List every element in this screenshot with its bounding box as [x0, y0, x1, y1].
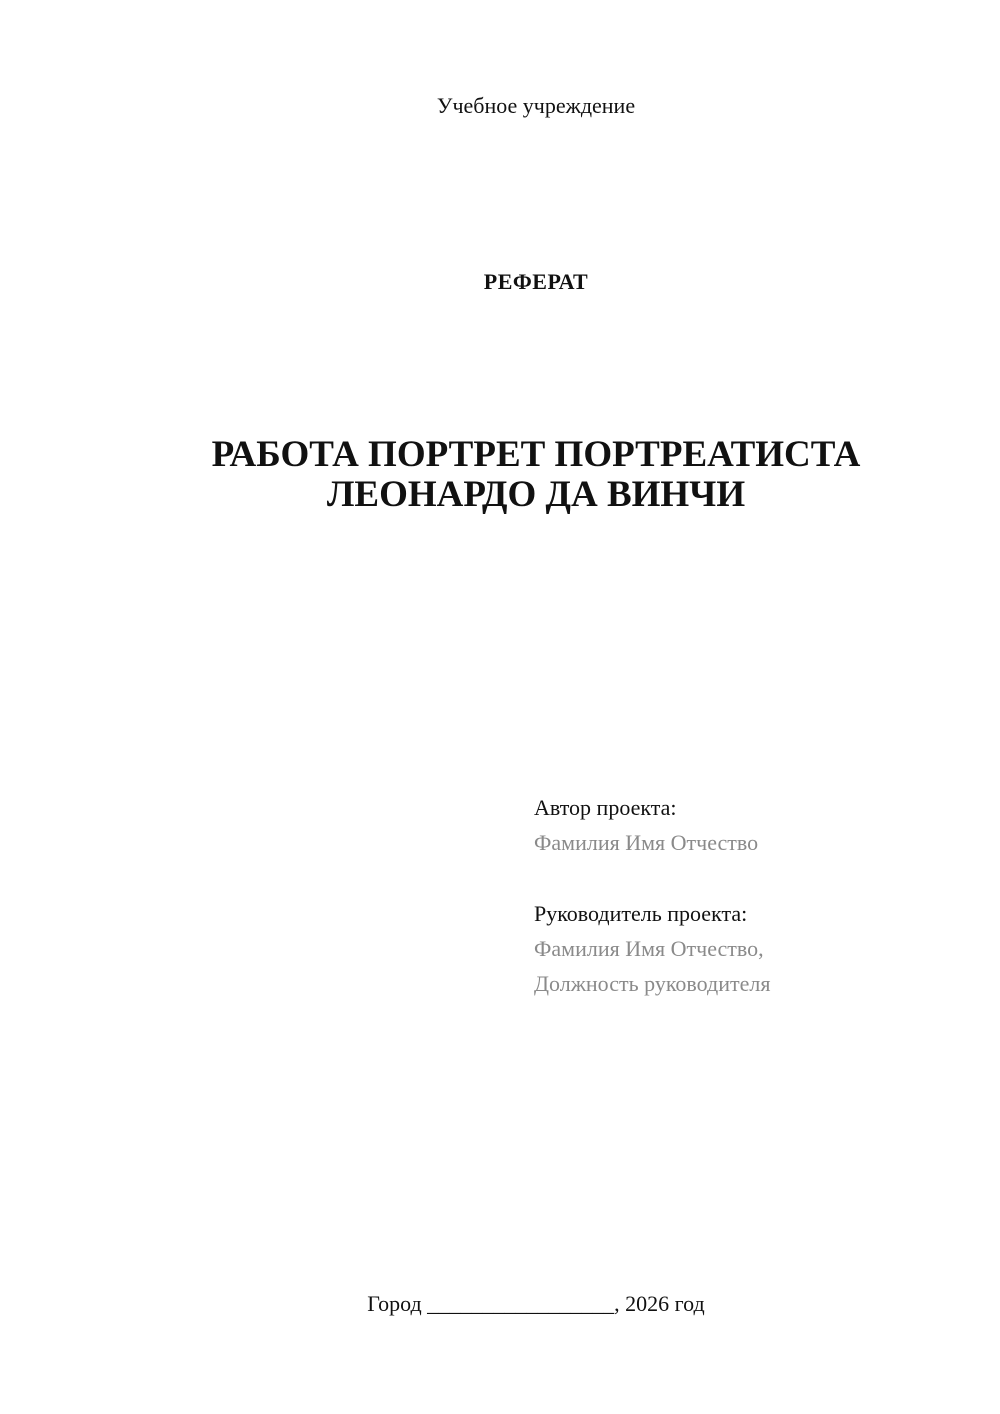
city-year-line: Город _________________, 2026 год: [367, 1291, 705, 1316]
credits-block: [534, 790, 770, 1001]
document-type: РЕФЕРАТ: [483, 269, 589, 294]
author-label: Автор проекта:: [534, 795, 677, 820]
supervisor-position: Должность руководителя: [534, 971, 771, 996]
document-title-line-2: ЛЕОНАРДО ДА ВИНЧИ: [326, 474, 746, 515]
supervisor-label: Руководитель проекта:: [534, 901, 748, 926]
institution-name: Учебное учреждение: [436, 93, 636, 118]
credits-spacer: [534, 860, 770, 896]
document-title: [0, 435, 1000, 515]
document-title-line-1: РАБОТА ПОРТРЕТ ПОРТРЕАТИСТА: [211, 434, 861, 475]
supervisor-name: Фамилия Имя Отчество,: [534, 936, 764, 961]
author-name: Фамилия Имя Отчество: [534, 830, 759, 855]
